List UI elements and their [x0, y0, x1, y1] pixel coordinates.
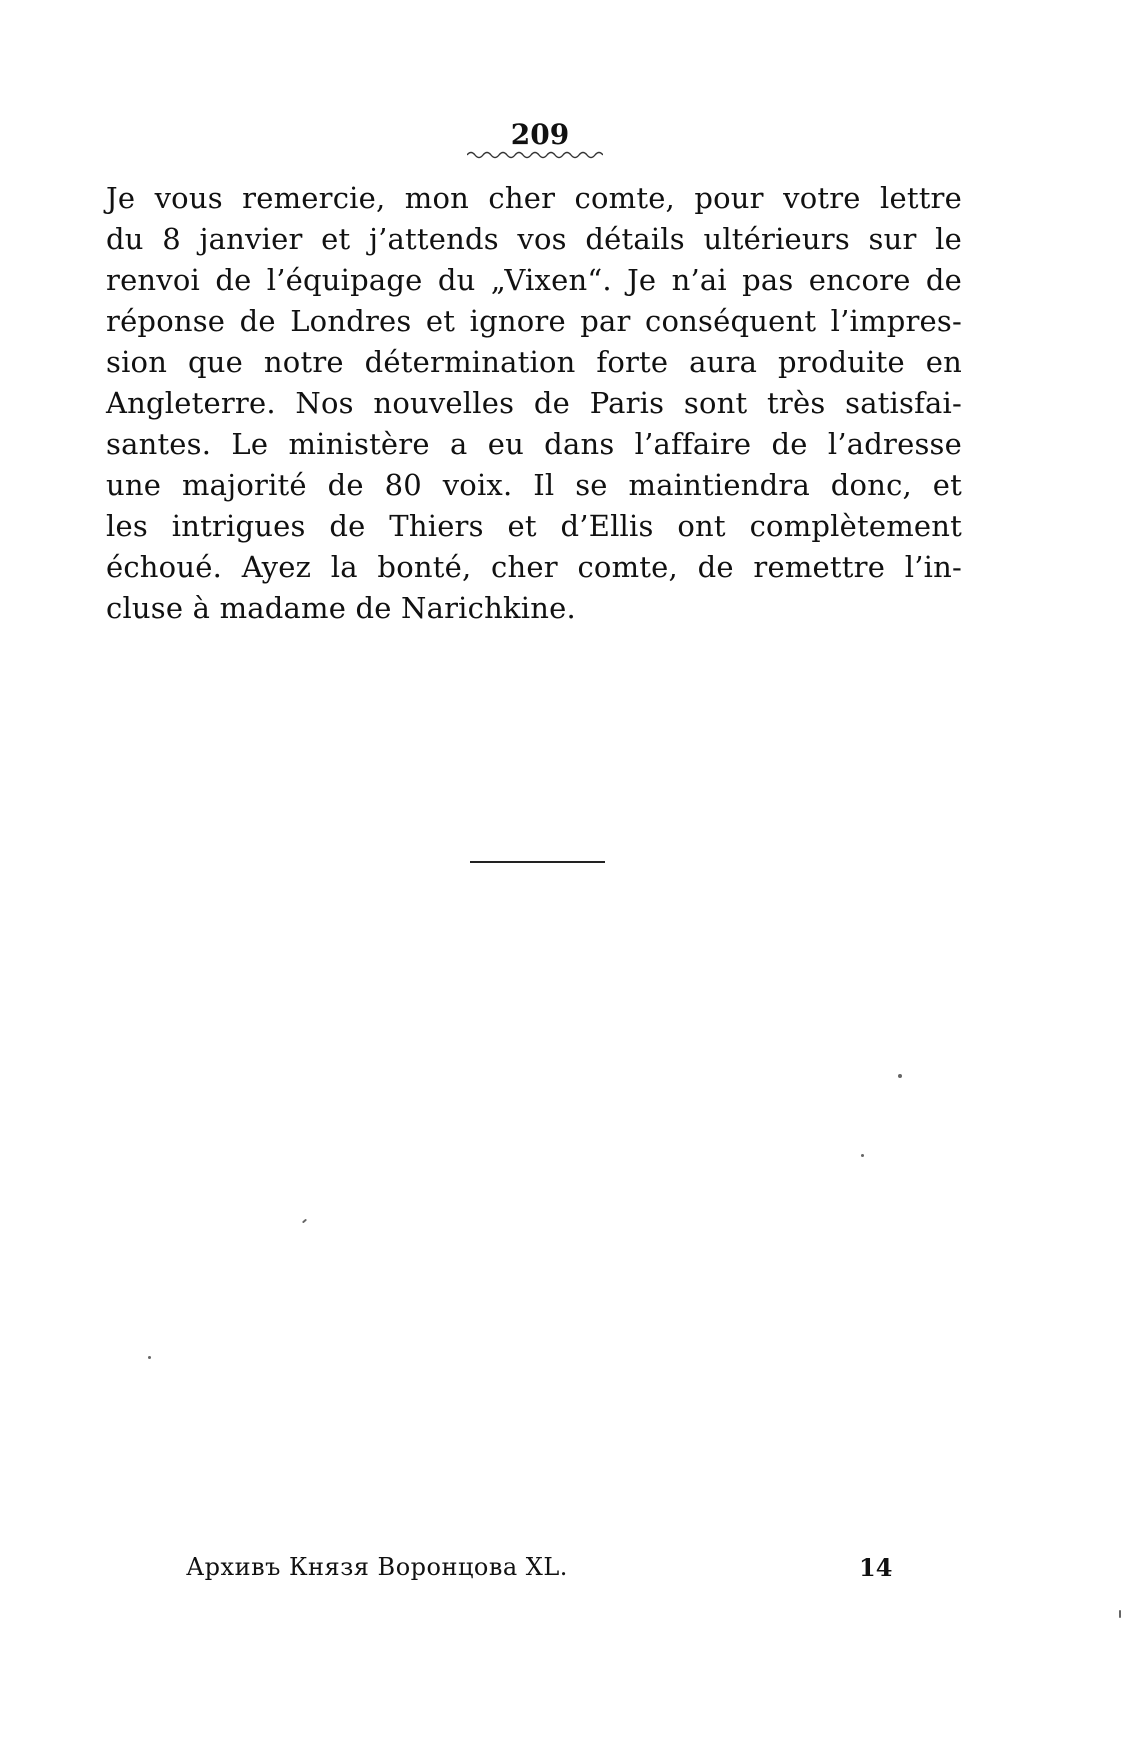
text-line: Je vous remercie, mon cher comte, pour votre lettre	[106, 181, 962, 215]
scan-speck	[861, 1154, 864, 1157]
text-line: réponse de Londres et ignore par conséquent l’impres-	[106, 304, 962, 338]
text-line: renvoi de l’équipage du „Vixen“. Je n’ai pas encore de	[106, 263, 962, 297]
text-line: du 8 janvier et j’attends vos détails ultérieurs sur le	[106, 222, 962, 256]
text-line: cluse à madame de Narichkine.	[106, 591, 576, 625]
footer-title: Архивъ Князя Воронцова XL.	[186, 1553, 568, 1581]
page-footer	[0, 1553, 1140, 1593]
scan-speck	[898, 1074, 902, 1078]
letter-body	[106, 178, 962, 629]
text-line: les intrigues de Thiers et d’Ellis ont complètement	[106, 509, 962, 543]
text-line: santes. Le ministère a eu dans l’affaire de l’adresse	[106, 427, 962, 461]
scan-speck	[148, 1356, 151, 1359]
text-line: Angleterre. Nos nouvelles de Paris sont très satisfai-	[106, 386, 962, 420]
signature-mark: 14	[859, 1553, 893, 1582]
text-line: sion que notre détermination forte aura produite en	[106, 345, 962, 379]
text-line: échoué. Ayez la bonté, cher comte, de remettre l’in-	[106, 550, 962, 584]
section-divider	[470, 861, 605, 863]
page-number: 209	[510, 118, 570, 151]
scan-speck	[1119, 1610, 1121, 1618]
text-line: une majorité de 80 voix. Il se maintiendra donc, et	[106, 468, 962, 502]
scan-speck	[302, 1219, 307, 1224]
wavy-ornament	[467, 150, 603, 160]
